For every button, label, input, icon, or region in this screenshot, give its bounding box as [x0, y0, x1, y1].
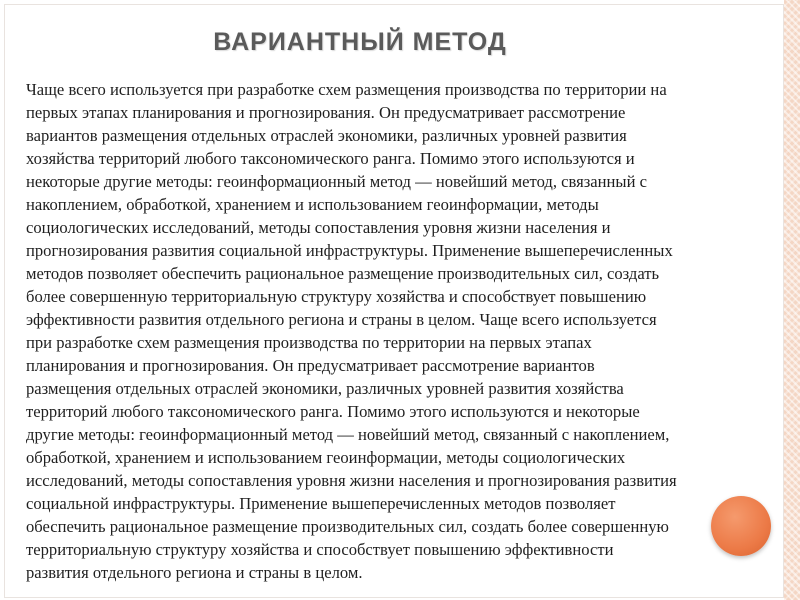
- body-line: обработкой, хранением и использованием геоинформации, методы социологических: [26, 448, 626, 467]
- body-line: более совершенную территориальную структуру хозяйства и способствует повышению: [26, 287, 647, 306]
- body-line: социологических исследований, методы сопоставления уровня жизни населения и: [26, 218, 611, 237]
- decorative-side-border: [784, 0, 800, 600]
- body-line: исследований, методы сопоставления уровня жизни населения и прогнозирования развития: [26, 471, 677, 490]
- body-line: развития отдельного региона и страны в целом.: [26, 563, 363, 582]
- body-line: территориальную структуру хозяйства и способствует повышению эффективности: [26, 540, 614, 559]
- body-line: размещения отдельных отраслей экономики, различных уровней развития хозяйства: [26, 379, 624, 398]
- slide-body-text: [26, 78, 780, 584]
- body-line: территорий любого таксономического ранга. Помимо этого используются и некоторые: [26, 402, 640, 421]
- body-line: некоторые другие методы: геоинформационный метод — новейший метод, связанный с: [26, 172, 647, 191]
- body-line: другие методы: геоинформационный метод — новейший метод, связанный с накоплением,: [26, 425, 670, 444]
- slide-title: ВАРИАНТНЫЙ МЕТОД: [213, 28, 507, 56]
- body-line: социальной инфраструктуры. Применение вышеперечисленных методов позволяет: [26, 494, 616, 513]
- body-line: хозяйства территорий любого таксономического ранга. Помимо этого используются и: [26, 149, 635, 168]
- body-line: при разработке схем размещения производства по территории на первых этапах: [26, 333, 592, 352]
- body-line: эффективности развития отдельного региона и страны в целом. Чаще всего используется: [26, 310, 657, 329]
- body-line: планирования и прогнозирования. Он предусматривает рассмотрение вариантов: [26, 356, 595, 375]
- body-line: обеспечить рациональное размещение производительных сил, создать более совершенную: [26, 517, 669, 536]
- body-line: Чаще всего используется при разработке схем размещения производства по территории на: [26, 80, 667, 99]
- body-line: вариантов размещения отдельных отраслей экономики, различных уровней развития: [26, 126, 627, 145]
- body-line: накоплением, обработкой, хранением и использованием геоинформации, методы: [26, 195, 599, 214]
- body-line: прогнозирования развития социальной инфраструктуры. Применение вышеперечисленных: [26, 241, 673, 260]
- body-line: методов позволяет обеспечить рациональное размещение производительных сил, создать: [26, 264, 660, 283]
- body-line: первых этапах планирования и прогнозирования. Он предусматривает рассмотрение: [26, 103, 626, 122]
